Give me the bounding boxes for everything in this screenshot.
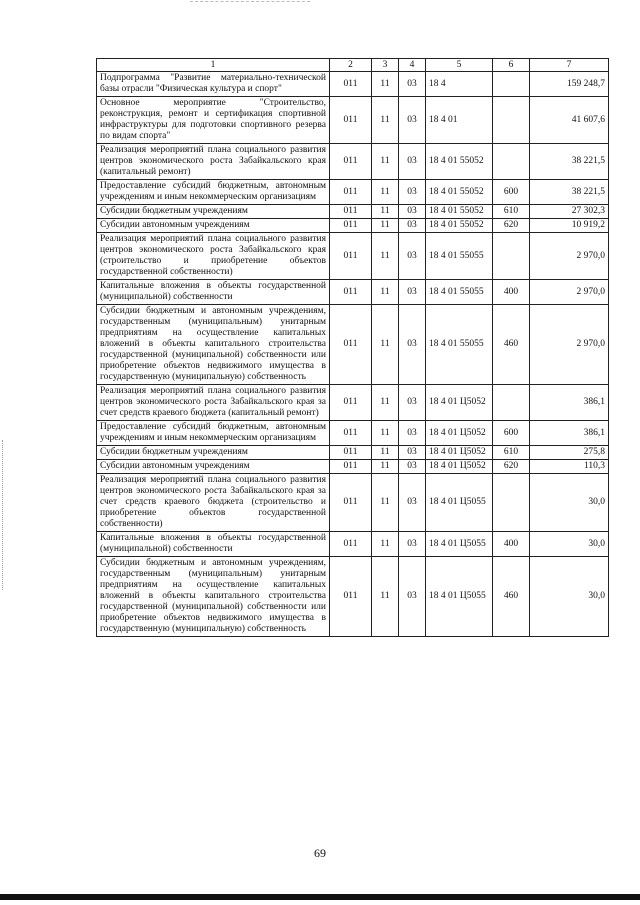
cell-expense-type [493,233,530,280]
cell-target-article: 18 4 01 Ц5055 [426,474,493,532]
row-description: Субсидии бюджетным учреждениям [97,205,330,219]
column-header: 6 [493,59,530,72]
cell-amount: 30,0 [530,532,609,557]
table-row [97,385,609,421]
cell-target-article: 18 4 [426,72,493,97]
cell-amount: 27 302,3 [530,205,609,219]
cell-section-code: 11 [372,532,399,557]
cell-subsection-code: 03 [399,280,426,305]
cell-section-code: 11 [372,180,399,205]
table-row [97,219,609,233]
row-description: Субсидии бюджетным учреждениям [97,446,330,460]
cell-section-code: 11 [372,97,399,144]
row-description: Реализация мероприятий плана социального развития центров экономического роста Забайкальского края (строительство и приобретение объектов государственной собственности) [97,233,330,280]
cell-amount: 2 970,0 [530,233,609,280]
cell-ministry-code: 011 [330,474,372,532]
cell-expense-type [493,97,530,144]
cell-ministry-code: 011 [330,97,372,144]
cell-ministry-code: 011 [330,532,372,557]
cell-ministry-code: 011 [330,219,372,233]
cell-target-article: 18 4 01 55055 [426,305,493,385]
table-row [97,180,609,205]
table-row [97,305,609,385]
row-description: Реализация мероприятий плана социального развития центров экономического роста Забайкальского края (капитальный ремонт) [97,144,330,180]
cell-section-code: 11 [372,305,399,385]
cell-expense-type: 600 [493,421,530,446]
table-row [97,532,609,557]
table-row [97,460,609,474]
cell-ministry-code: 011 [330,180,372,205]
cell-ministry-code: 011 [330,446,372,460]
table-header-row [97,59,609,72]
cell-amount: 2 970,0 [530,280,609,305]
cell-section-code: 11 [372,144,399,180]
table-row [97,233,609,280]
cell-ministry-code: 011 [330,205,372,219]
cell-subsection-code: 03 [399,532,426,557]
row-description: Подпрограмма "Развитие материально-технической базы отрасли "Физическая культура и спорт" [97,72,330,97]
cell-amount: 10 919,2 [530,219,609,233]
cell-expense-type: 610 [493,205,530,219]
cell-subsection-code: 03 [399,557,426,637]
cell-expense-type: 400 [493,532,530,557]
cell-ministry-code: 011 [330,421,372,446]
page-number: 69 [314,846,326,860]
cell-ministry-code: 011 [330,305,372,385]
cell-subsection-code: 03 [399,446,426,460]
cell-section-code: 11 [372,280,399,305]
row-description: Субсидии бюджетным и автономным учреждениям, государственным (муниципальным) унитарным предприятиям на осуществление капитальных вложений в объекты капитального строительства государственной (муниципальной) собственности или приобретение объектов недвижимого имущества в государственную (муниципальную) собственность [97,305,330,385]
column-header: 3 [372,59,399,72]
budget-table [96,58,609,637]
cell-amount: 38 221,5 [530,180,609,205]
cell-amount: 159 248,7 [530,72,609,97]
cell-amount: 386,1 [530,421,609,446]
cell-target-article: 18 4 01 Ц5055 [426,557,493,637]
table-row [97,72,609,97]
cell-section-code: 11 [372,460,399,474]
cell-subsection-code: 03 [399,97,426,144]
row-description: Основное мероприятие "Строительство, реконструкция, ремонт и сертификация спортивной инфраструктуры для подготовки спортивного резерва по видам спорта" [97,97,330,144]
table-row [97,474,609,532]
cell-expense-type: 610 [493,446,530,460]
scan-bottom-edge [0,894,640,900]
cell-amount: 110,3 [530,460,609,474]
column-header: 4 [399,59,426,72]
table-row [97,421,609,446]
table-row [97,205,609,219]
cell-amount: 2 970,0 [530,305,609,385]
cell-subsection-code: 03 [399,421,426,446]
cell-amount: 41 607,6 [530,97,609,144]
cell-target-article: 18 4 01 [426,97,493,144]
cell-section-code: 11 [372,219,399,233]
cell-section-code: 11 [372,421,399,446]
row-description: Субсидии автономным учреждениям [97,460,330,474]
cell-subsection-code: 03 [399,305,426,385]
cell-section-code: 11 [372,233,399,280]
cell-amount: 38 221,5 [530,144,609,180]
scan-artifact-margin [2,440,4,590]
cell-expense-type [493,144,530,180]
cell-ministry-code: 011 [330,460,372,474]
cell-subsection-code: 03 [399,180,426,205]
row-description: Капитальные вложения в объекты государственной (муниципальной) собственности [97,280,330,305]
cell-ministry-code: 011 [330,72,372,97]
cell-ministry-code: 011 [330,233,372,280]
row-description: Капитальные вложения в объекты государственной (муниципальной) собственности [97,532,330,557]
cell-target-article: 18 4 01 55052 [426,180,493,205]
column-header: 1 [97,59,330,72]
cell-subsection-code: 03 [399,205,426,219]
cell-section-code: 11 [372,474,399,532]
cell-section-code: 11 [372,557,399,637]
cell-expense-type: 620 [493,460,530,474]
cell-expense-type: 600 [493,180,530,205]
cell-section-code: 11 [372,72,399,97]
cell-expense-type [493,474,530,532]
cell-expense-type [493,385,530,421]
cell-ministry-code: 011 [330,144,372,180]
cell-subsection-code: 03 [399,219,426,233]
cell-amount: 30,0 [530,474,609,532]
cell-ministry-code: 011 [330,557,372,637]
cell-target-article: 18 4 01 55052 [426,144,493,180]
table-row [97,557,609,637]
cell-ministry-code: 011 [330,280,372,305]
row-description: Реализация мероприятий плана социального развития центров экономического роста Забайкальского края за счет средств краевого бюджета (строительство и приобретение объектов государственной собственности) [97,474,330,532]
row-description: Предоставление субсидий бюджетным, автономным учреждениям и иным некоммерческим организациям [97,180,330,205]
scan-artifact-top [190,1,310,3]
cell-target-article: 18 4 01 Ц5055 [426,532,493,557]
cell-target-article: 18 4 01 55055 [426,233,493,280]
cell-subsection-code: 03 [399,233,426,280]
table-row [97,97,609,144]
cell-subsection-code: 03 [399,385,426,421]
column-header: 5 [426,59,493,72]
cell-amount: 30,0 [530,557,609,637]
cell-expense-type: 400 [493,280,530,305]
cell-amount: 386,1 [530,385,609,421]
cell-target-article: 18 4 01 Ц5052 [426,385,493,421]
row-description: Реализация мероприятий плана социального развития центров экономического роста Забайкальского края за счет средств краевого бюджета (капитальный ремонт) [97,385,330,421]
cell-section-code: 11 [372,446,399,460]
column-header: 2 [330,59,372,72]
cell-expense-type [493,72,530,97]
row-description: Субсидии бюджетным и автономным учреждениям, государственным (муниципальным) унитарным предприятиям на осуществление капитальных вложений в объекты капитального строительства государственной (муниципальной) собственности или приобретение объектов недвижимого имущества в государственную (муниципальную) собственность [97,557,330,637]
cell-expense-type: 620 [493,219,530,233]
cell-target-article: 18 4 01 55052 [426,205,493,219]
table-row [97,280,609,305]
column-header: 7 [530,59,609,72]
cell-target-article: 18 4 01 55052 [426,219,493,233]
cell-ministry-code: 011 [330,385,372,421]
cell-target-article: 18 4 01 55055 [426,280,493,305]
cell-target-article: 18 4 01 Ц5052 [426,421,493,446]
table-row [97,446,609,460]
cell-subsection-code: 03 [399,72,426,97]
cell-subsection-code: 03 [399,460,426,474]
cell-subsection-code: 03 [399,474,426,532]
table-row [97,144,609,180]
cell-expense-type: 460 [493,557,530,637]
cell-target-article: 18 4 01 Ц5052 [426,460,493,474]
cell-target-article: 18 4 01 Ц5052 [426,446,493,460]
cell-subsection-code: 03 [399,144,426,180]
cell-expense-type: 460 [493,305,530,385]
cell-section-code: 11 [372,385,399,421]
row-description: Предоставление субсидий бюджетным, автономным учреждениям и иным некоммерческим организациям [97,421,330,446]
cell-section-code: 11 [372,205,399,219]
row-description: Субсидии автономным учреждениям [97,219,330,233]
cell-amount: 275,8 [530,446,609,460]
